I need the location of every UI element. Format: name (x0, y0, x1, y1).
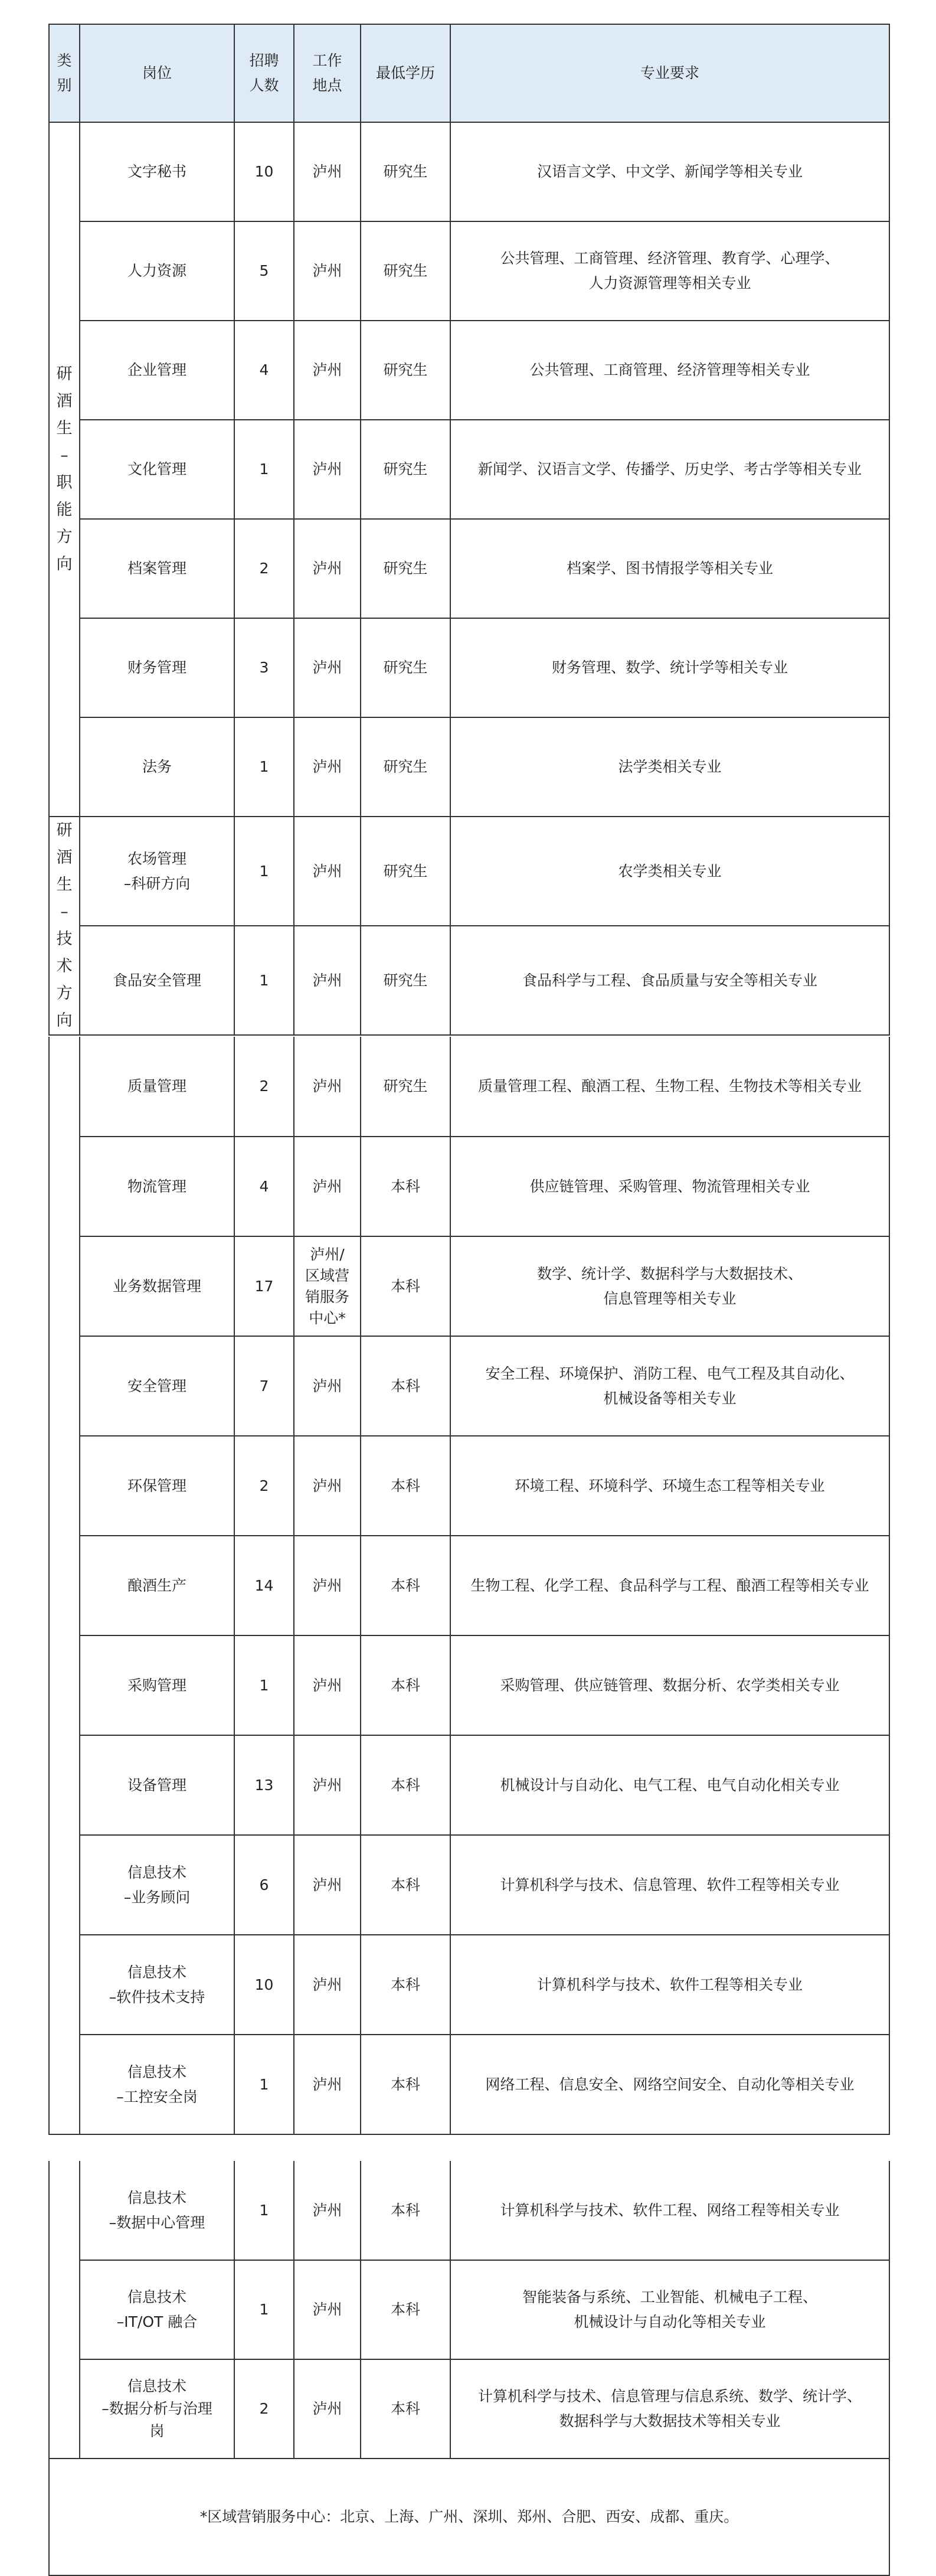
row-position: 业务数据管理 (80, 1236, 234, 1336)
row-major: 新闻学、汉语言文学、传播学、历史学、考古学等相关专业 (450, 420, 889, 519)
row-location: 泸州 (294, 2359, 361, 2459)
table-row (49, 2359, 889, 2459)
row-location: 泸州 (294, 519, 361, 618)
row-location: 泸州 (294, 926, 361, 1035)
row-education: 研究生 (361, 618, 450, 717)
row-education: 研究生 (361, 420, 450, 519)
header-count: 招聘 人数 (234, 24, 294, 122)
row-major: 财务管理、数学、统计学等相关专业 (450, 618, 889, 717)
row-count: 2 (234, 2359, 294, 2459)
row-education: 本科 (361, 2161, 450, 2260)
table-segment-3 (48, 2161, 889, 2576)
row-location: 泸州 (294, 717, 361, 817)
table-row (49, 1735, 889, 1835)
table-row (49, 420, 889, 519)
row-education: 研究生 (361, 717, 450, 817)
header-major: 专业要求 (450, 24, 889, 122)
row-position: 安全管理 (80, 1336, 234, 1436)
row-position: 文化管理 (80, 420, 234, 519)
row-major: 智能装备与系统、工业智能、机械电子工程、 机械设计与自动化等相关专业 (450, 2260, 889, 2359)
row-position: 法务 (80, 717, 234, 817)
category-tech: 研 酒 生 – 技 术 方 向 (49, 817, 80, 1035)
row-major: 采购管理、供应链管理、数据分析、农学类相关专业 (450, 1635, 889, 1735)
table-row (49, 1037, 889, 1137)
row-education: 本科 (361, 1935, 450, 2035)
row-major: 数学、统计学、数据科学与大数据技术、 信息管理等相关专业 (450, 1236, 889, 1336)
row-education: 本科 (361, 1137, 450, 1236)
row-education: 本科 (361, 1436, 450, 1536)
row-location: 泸州 (294, 1037, 361, 1137)
row-education: 本科 (361, 1735, 450, 1835)
row-education: 研究生 (361, 321, 450, 420)
table-row (49, 122, 889, 221)
row-location: 泸州 (294, 2161, 361, 2260)
row-location: 泸州 (294, 1635, 361, 1735)
row-education: 本科 (361, 1236, 450, 1336)
table-row (49, 2161, 889, 2260)
row-location: 泸州 (294, 321, 361, 420)
row-count: 1 (234, 717, 294, 817)
row-position: 企业管理 (80, 321, 234, 420)
row-location: 泸州 (294, 1436, 361, 1536)
recruitment-table-part-3 (48, 2161, 890, 2576)
table-row (49, 2260, 889, 2359)
row-major: 网络工程、信息安全、网络空间安全、自动化等相关专业 (450, 2035, 889, 2134)
table-row (49, 2035, 889, 2134)
row-position: 档案管理 (80, 519, 234, 618)
row-location: 泸州 (294, 1835, 361, 1935)
row-position: 环保管理 (80, 1436, 234, 1536)
row-major: 机械设计与自动化、电气工程、电气自动化相关专业 (450, 1735, 889, 1835)
recruitment-table-part-1 (48, 24, 890, 1036)
row-count: 1 (234, 420, 294, 519)
row-count: 4 (234, 1137, 294, 1236)
row-position: 质量管理 (80, 1037, 234, 1137)
row-position: 信息技术 –数据中心管理 (80, 2161, 234, 2260)
table-row (49, 1935, 889, 2035)
row-count: 6 (234, 1835, 294, 1935)
header-education: 最低学历 (361, 24, 450, 122)
row-major: 食品科学与工程、食品质量与安全等相关专业 (450, 926, 889, 1035)
row-location: 泸州 (294, 1336, 361, 1436)
row-position: 人力资源 (80, 221, 234, 321)
row-count: 1 (234, 2035, 294, 2134)
row-education: 本科 (361, 1536, 450, 1635)
row-education: 本科 (361, 1336, 450, 1436)
footnote: *区域营销服务中心：北京、上海、广州、深圳、郑州、合肥、西安、成都、重庆。 (49, 2459, 889, 2575)
row-major: 质量管理工程、酿酒工程、生物工程、生物技术等相关专业 (450, 1037, 889, 1137)
table-row (49, 1835, 889, 1935)
row-count: 3 (234, 618, 294, 717)
row-position: 信息技术 –软件技术支持 (80, 1935, 234, 2035)
row-education: 本科 (361, 2359, 450, 2459)
row-major: 计算机科学与技术、信息管理与信息系统、数学、统计学、 数据科学与大数据技术等相关专业 (450, 2359, 889, 2459)
row-location: 泸州 (294, 1536, 361, 1635)
row-position: 财务管理 (80, 618, 234, 717)
table-row (49, 1236, 889, 1336)
header-position: 岗位 (80, 24, 234, 122)
row-education: 本科 (361, 1835, 450, 1935)
header-location: 工作 地点 (294, 24, 361, 122)
row-major: 环境工程、环境科学、环境生态工程等相关专业 (450, 1436, 889, 1536)
table-segment-2 (48, 1037, 889, 2135)
row-position: 文字秘书 (80, 122, 234, 221)
row-major: 计算机科学与技术、软件工程等相关专业 (450, 1935, 889, 2035)
row-location: 泸州 (294, 420, 361, 519)
row-count: 2 (234, 519, 294, 618)
table-row (49, 1137, 889, 1236)
row-location: 泸州 (294, 1735, 361, 1835)
category-cell-empty (49, 1037, 80, 2134)
header-category: 类 别 (49, 24, 80, 122)
row-major: 供应链管理、采购管理、物流管理相关专业 (450, 1137, 889, 1236)
table-row (49, 1536, 889, 1635)
table-row (49, 717, 889, 817)
row-count: 13 (234, 1735, 294, 1835)
row-count: 1 (234, 926, 294, 1035)
row-count: 7 (234, 1336, 294, 1436)
row-education: 研究生 (361, 122, 450, 221)
recruitment-table-part-2 (48, 1037, 890, 2135)
row-major: 计算机科学与技术、软件工程、网络工程等相关专业 (450, 2161, 889, 2260)
row-count: 1 (234, 1635, 294, 1735)
row-major: 计算机科学与技术、信息管理、软件工程等相关专业 (450, 1835, 889, 1935)
table-row (49, 1635, 889, 1735)
row-major: 公共管理、工商管理、经济管理等相关专业 (450, 321, 889, 420)
row-position: 信息技术 –数据分析与治理 岗 (80, 2359, 234, 2459)
category-cell-empty (49, 2161, 80, 2459)
row-education: 研究生 (361, 519, 450, 618)
row-education: 研究生 (361, 817, 450, 926)
row-major: 公共管理、工商管理、经济管理、教育学、心理学、 人力资源管理等相关专业 (450, 221, 889, 321)
table-row (49, 321, 889, 420)
row-count: 1 (234, 2161, 294, 2260)
row-major: 档案学、图书情报学等相关专业 (450, 519, 889, 618)
row-position: 物流管理 (80, 1137, 234, 1236)
row-count: 2 (234, 1037, 294, 1137)
row-location: 泸州 (294, 122, 361, 221)
row-count: 1 (234, 2260, 294, 2359)
row-position: 酿酒生产 (80, 1536, 234, 1635)
row-major: 生物工程、化学工程、食品科学与工程、酿酒工程等相关专业 (450, 1536, 889, 1635)
row-position: 设备管理 (80, 1735, 234, 1835)
row-major: 汉语言文学、中文学、新闻学等相关专业 (450, 122, 889, 221)
row-count: 4 (234, 321, 294, 420)
row-position: 采购管理 (80, 1635, 234, 1735)
row-count: 1 (234, 817, 294, 926)
row-location: 泸州 (294, 2035, 361, 2134)
row-location: 泸州/ 区域营 销服务 中心* (294, 1236, 361, 1336)
row-education: 本科 (361, 1635, 450, 1735)
row-position: 农场管理 –科研方向 (80, 817, 234, 926)
row-education: 研究生 (361, 221, 450, 321)
row-count: 17 (234, 1236, 294, 1336)
row-location: 泸州 (294, 1935, 361, 2035)
row-count: 10 (234, 122, 294, 221)
row-position: 信息技术 –IT/OT 融合 (80, 2260, 234, 2359)
row-education: 研究生 (361, 1037, 450, 1137)
row-major: 农学类相关专业 (450, 817, 889, 926)
header-row (49, 24, 889, 122)
row-position: 食品安全管理 (80, 926, 234, 1035)
table-row (49, 926, 889, 1035)
row-location: 泸州 (294, 817, 361, 926)
row-count: 5 (234, 221, 294, 321)
row-major: 安全工程、环境保护、消防工程、电气工程及其自动化、 机械设备等相关专业 (450, 1336, 889, 1436)
row-count: 10 (234, 1935, 294, 2035)
table-row (49, 519, 889, 618)
row-count: 14 (234, 1536, 294, 1635)
table-row (49, 817, 889, 926)
category-function: 研 酒 生 – 职 能 方 向 (49, 122, 80, 817)
row-location: 泸州 (294, 2260, 361, 2359)
table-segment-1 (48, 24, 889, 1036)
table-row (49, 1436, 889, 1536)
row-location: 泸州 (294, 1137, 361, 1236)
table-row (49, 1336, 889, 1436)
row-major: 法学类相关专业 (450, 717, 889, 817)
row-location: 泸州 (294, 221, 361, 321)
row-education: 本科 (361, 2260, 450, 2359)
row-position: 信息技术 –工控安全岗 (80, 2035, 234, 2134)
table-row (49, 618, 889, 717)
row-position: 信息技术 –业务顾问 (80, 1835, 234, 1935)
row-location: 泸州 (294, 618, 361, 717)
row-count: 2 (234, 1436, 294, 1536)
footnote-row (49, 2459, 889, 2575)
row-education: 研究生 (361, 926, 450, 1035)
table-row (49, 221, 889, 321)
row-education: 本科 (361, 2035, 450, 2134)
